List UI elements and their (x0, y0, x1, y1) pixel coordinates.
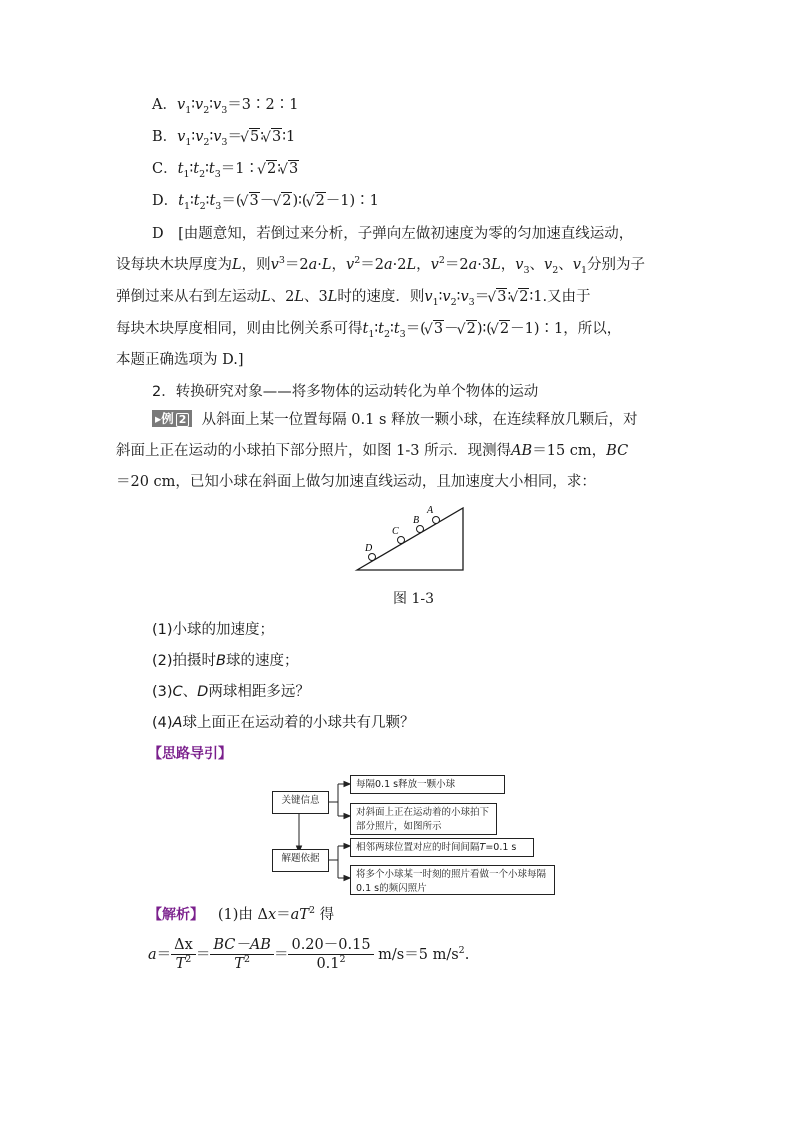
ball-a (433, 517, 440, 524)
example-line-2: 斜面上正在运动的小球拍下部分照片，如图 1-3 所示．现测得AB＝15 cm，BC (116, 443, 629, 459)
section-heading: 2．转换研究对象——将多物体的运动转化为单个物体的运动 (152, 384, 539, 400)
answer-line-2: 设每块木块厚度为L，则$v^3=2a\cdot L$，$v^2=2a\cdot 2L$，$v^2=2a\cdot 3L$，$v_3$、$v_2$、$v_1$分别为子 (116, 255, 646, 276)
basis-box-2: 将多个小球某一时刻的照片看做一个小球每隔0.1 s的频闪照片 (350, 865, 555, 895)
fraction-2: $\frac{BC-AB}{T^2}$ (210, 937, 274, 974)
solution-line-1: 【解析】 (1)由 $\Delta x=aT^2$ 得 (148, 905, 335, 923)
option-d: D．$t_1∶t_2∶t_3=(√$ 3－√ 2)∶(√ 2－1)∶1 (152, 191, 379, 211)
basis-box: 解题依据 (272, 849, 329, 872)
solution-formula: a＝ $\frac{\Delta x}{T^2}$ ＝ $\frac{BC-AB}{T^2}$ ＝ $\frac{0.20-0.15}{0.1^2}$ m/s＝5 $m/s^2$. (148, 936, 470, 972)
fraction-3: $\frac{0.20-0.15}{0.1^2}$ (288, 937, 373, 974)
question-3: (3)C、D两球相距多远？ (152, 684, 310, 700)
example-line-3: ＝20 cm，已知小球在斜面上做匀加速直线运动，且加速度大小相同，求： (116, 474, 596, 490)
fraction-1: $\frac{\Delta x}{T^2}$ (171, 937, 196, 974)
ball-b (417, 526, 424, 533)
label-b: B (413, 515, 420, 526)
ball-c (398, 537, 405, 544)
ball-d (369, 554, 376, 561)
question-2: (2)拍摄时B球的速度； (152, 653, 299, 669)
answer-line-3: 弹倒过来从右到左运动L、2L、3L时的速度．则$v_1∶v_2∶v_3=√$ 3∶√ 2∶1.又由于 (116, 287, 591, 307)
label-d: D (365, 543, 373, 554)
label-c: C (392, 526, 399, 537)
guide-heading: 【思路导引】 (148, 746, 232, 762)
option-c: C．$t_1∶t_2∶t_3=1∶√$ 2∶√ 3 (152, 159, 299, 179)
info-box-1: 每隔0.1 s释放一颗小球 (350, 775, 505, 794)
question-1: (1)小球的加速度； (152, 622, 275, 638)
label-a: A (427, 505, 434, 516)
question-4: (4)A球上面正在运动着的小球共有几颗？ (152, 715, 415, 731)
basis-box-1: 相邻两球位置对应的时间间隔T=0.1 s (350, 838, 534, 857)
incline-figure (350, 500, 470, 575)
answer-line-5: 本题正确选项为 D.] (116, 352, 244, 368)
example-line-1: ▸例 2 从斜面上某一位置每隔 0.1 s 释放一颗小球，在连续释放几颗后，对 (152, 410, 638, 430)
key-info-box: 关键信息 (272, 791, 329, 814)
option-b: B．$v_1∶v_2∶v_3=√$ 5∶√ 3∶1 (152, 127, 295, 147)
answer-line-1: D [由题意知，若倒过来分析，子弹向左做初速度为零的匀加速直线运动， (152, 226, 634, 242)
example-tag: ▸例 2 (152, 410, 192, 427)
solution-heading: 【解析】 (148, 907, 204, 923)
figure-caption: 图 1-3 (393, 591, 434, 607)
answer-line-4: 每块木块厚度相同，则由比例关系可得$t_1∶t_2∶t_3=(√$ 3－√ 2)∶(√ 2－1)∶1，所以， (116, 319, 621, 339)
info-box-2: 对斜面上正在运动着的小球拍下部分照片，如图所示 (350, 803, 497, 835)
option-a: A．$v_1∶v_2∶v_3=3∶2∶1$ (152, 97, 299, 116)
